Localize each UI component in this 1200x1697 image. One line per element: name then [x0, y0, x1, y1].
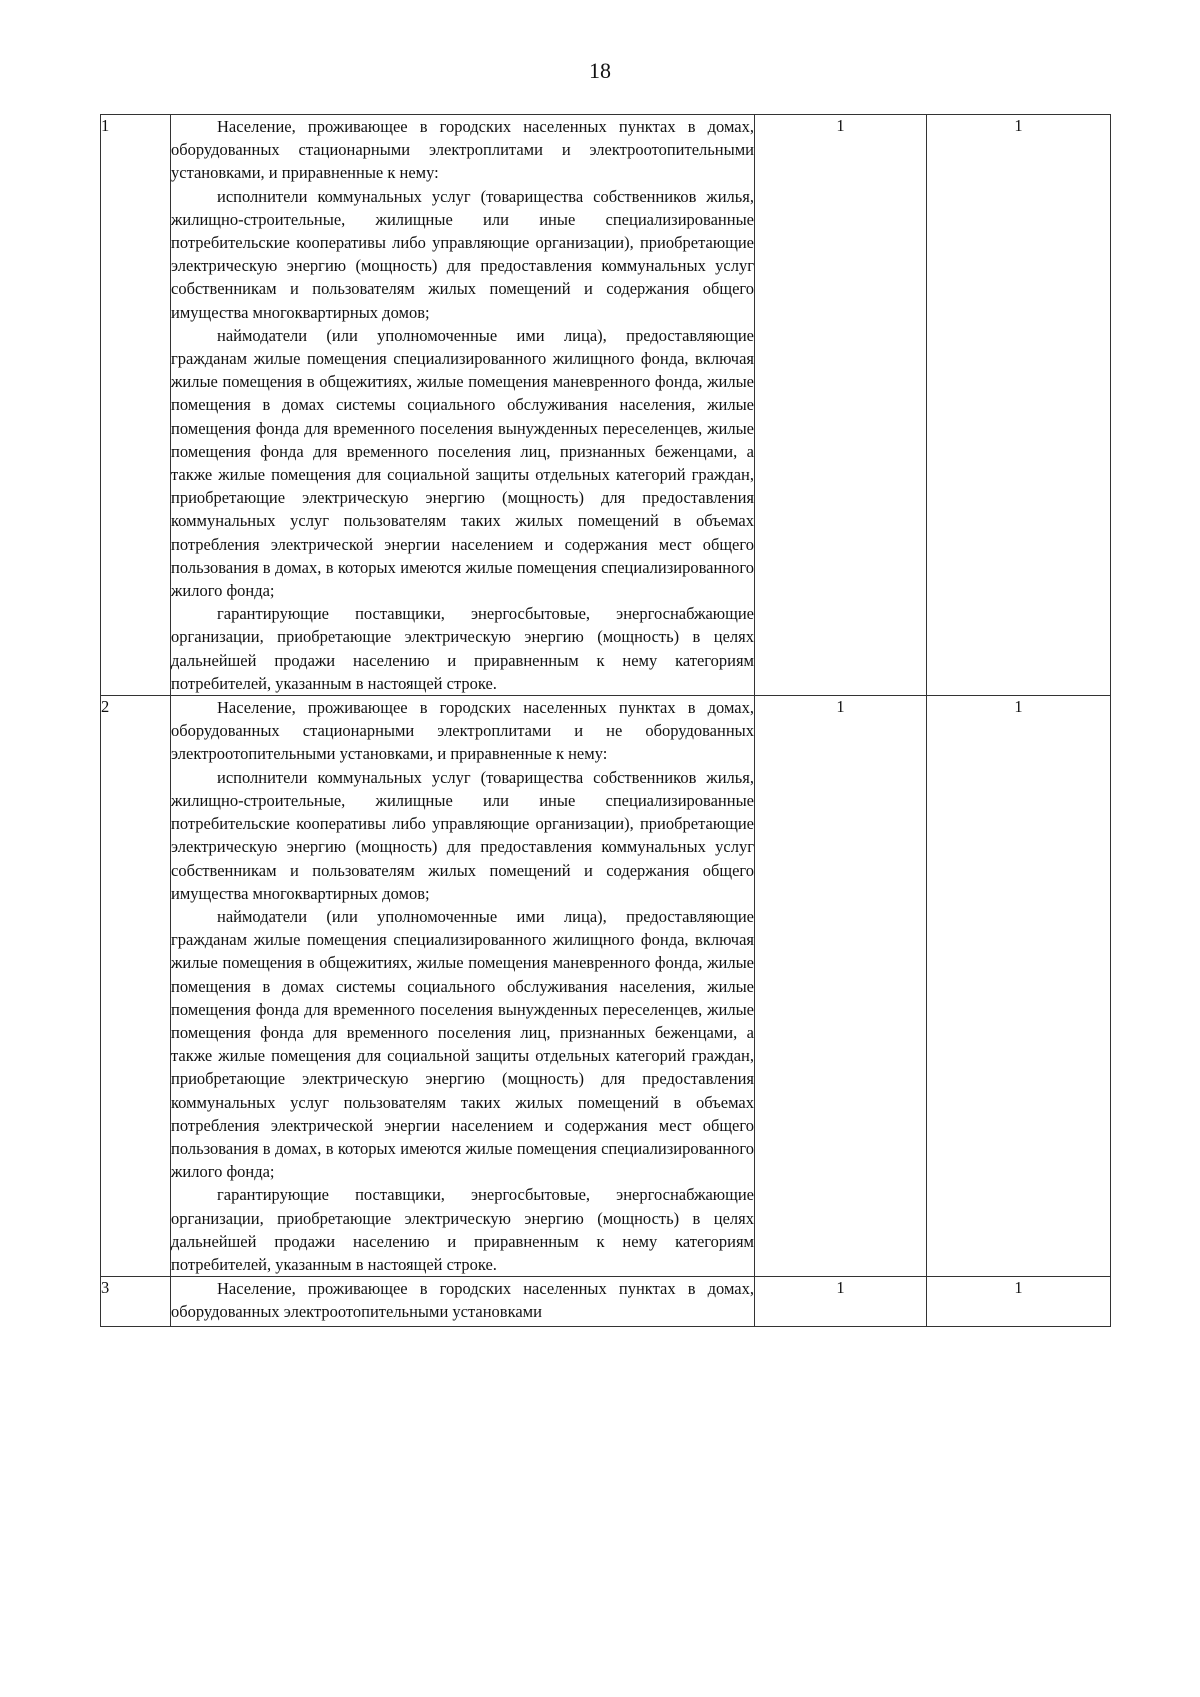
row-number: 2	[101, 696, 171, 1277]
paragraph: гарантирующие поставщики, энергосбытовые, энергоснабжающие организации, приобретающие электрическую энергию (мощность) в целях дальнейшей продажи населению и приравненным к нему категориям потребителей, указанным в настоящей строке.	[171, 604, 754, 693]
row-number: 1	[101, 115, 171, 696]
tariff-table	[100, 114, 1111, 1327]
page-number: 18	[589, 58, 611, 83]
paragraph: Население, проживающее в городских населенных пунктах в домах, оборудованных электроотопительными установками	[171, 1279, 754, 1322]
paragraph: Население, проживающее в городских населенных пунктах в домах, оборудованных стационарными электроплитами и электроотопительными установками, и приравненные к нему:	[171, 117, 754, 183]
paragraph: Население, проживающее в городских населенных пунктах в домах, оборудованных стационарными электроплитами и не оборудованных электроотопительными установками, и приравненные к нему:	[171, 698, 754, 764]
value-cell: 1	[755, 1277, 927, 1327]
value-cell: 1	[755, 696, 927, 1277]
value-cell: 1	[927, 696, 1111, 1277]
value-cell: 1	[755, 115, 927, 696]
value-cell: 1	[927, 115, 1111, 696]
table-row	[101, 1277, 1111, 1327]
table-row	[101, 696, 1111, 1277]
value-cell: 1	[927, 1277, 1111, 1327]
paragraph: наймодатели (или уполномоченные ими лица), предоставляющие гражданам жилые помещения специализированного жилищного фонда, включая жилые помещения в общежитиях, жилые помещения маневренного фонда, жилые помещения в домах системы социального обслуживания населения, жилые помещения фонда для временного поселения вынужденных переселенцев, жилые помещения фонда для временного поселения лиц, признанных беженцами, а также жилые помещения для социальной защиты отдельных категорий граждан, приобретающие электрическую энергию (мощность) для предоставления коммунальных услуг пользователям таких жилых помещений в объемах потребления электрической энергии населением и содержания мест общего пользования в домах, в которых имеются жилые помещения специализированного жилого фонда;	[171, 906, 754, 1182]
paragraph: гарантирующие поставщики, энергосбытовые, энергоснабжающие организации, приобретающие электрическую энергию (мощность) в целях дальнейшей продажи населению и приравненным к нему категориям потребителей, указанным в настоящей строке.	[171, 1185, 754, 1274]
paragraph: исполнители коммунальных услуг (товарищества собственников жилья, жилищно-строительные, жилищные или иные специализированные потребительские кооперативы либо управляющие организации), приобретающие электрическую энергию (мощность) для предоставления коммунальных услуг собственникам и пользователям жилых помещений и содержания общего имущества многоквартирных домов;	[171, 767, 754, 903]
row-description	[171, 696, 755, 1277]
paragraph: исполнители коммунальных услуг (товарищества собственников жилья, жилищно-строительные, жилищные или иные специализированные потребительские кооперативы либо управляющие организации), приобретающие электрическую энергию (мощность) для предоставления коммунальных услуг собственникам и пользователям жилых помещений и содержания общего имущества многоквартирных домов;	[171, 186, 754, 322]
row-description	[171, 1277, 755, 1327]
row-number: 3	[101, 1277, 171, 1327]
paragraph: наймодатели (или уполномоченные ими лица), предоставляющие гражданам жилые помещения специализированного жилищного фонда, включая жилые помещения в общежитиях, жилые помещения маневренного фонда, жилые помещения в домах системы социального обслуживания населения, жилые помещения фонда для временного поселения вынужденных переселенцев, жилые помещения фонда для временного поселения лиц, признанных беженцами, а также жилые помещения для социальной защиты отдельных категорий граждан, приобретающие электрическую энергию (мощность) для предоставления коммунальных услуг пользователям таких жилых помещений в объемах потребления электрической энергии населением и содержания мест общего пользования в домах, в которых имеются жилые помещения специализированного жилого фонда;	[171, 325, 754, 601]
row-description	[171, 115, 755, 696]
table-row	[101, 115, 1111, 696]
